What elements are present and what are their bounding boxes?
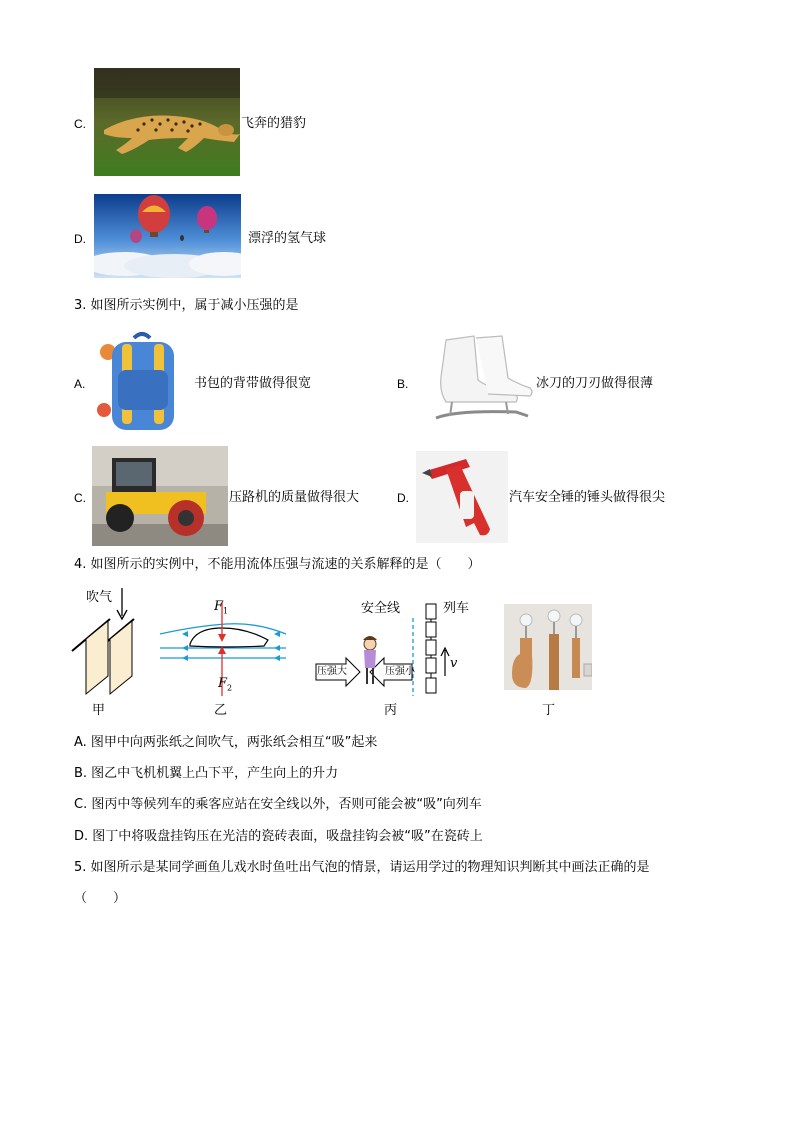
- option-caption-q3-a: 书包的背带做得很宽: [194, 376, 312, 391]
- question-3-stem: 3. 如图所示实例中，属于减小压强的是: [74, 298, 299, 313]
- q4-option-b: B. 图乙中飞机机翼上凸下平，产生向上的升力: [74, 766, 339, 781]
- option-letter-q3-a: A.: [74, 377, 86, 391]
- road-roller-photo: [92, 446, 228, 546]
- option-letter-q2-d: D.: [74, 232, 86, 246]
- option-caption-q3-d: 汽车安全锤的锤头做得很尖: [509, 490, 666, 505]
- fig-bing-high-pressure-label: 压强大: [317, 666, 347, 677]
- option-caption-q2-d: 漂浮的氢气球: [248, 231, 327, 246]
- ice-skate-photo: [416, 330, 534, 432]
- fig-jia-paper-diagram: [70, 586, 140, 698]
- fig-yi-f1-symbol: F: [214, 599, 224, 614]
- fig-yi-force-f1: [214, 599, 228, 616]
- fig-yi-label: 乙: [214, 703, 228, 718]
- fig-bing-low-pressure-label: 压强小: [385, 666, 415, 677]
- balloons-photo: [94, 194, 241, 278]
- backpack-photo: [94, 330, 192, 438]
- fig-yi-f2-subscript: 2: [227, 683, 233, 693]
- option-letter-q3-d: D.: [397, 491, 409, 505]
- fig-jia-label: 甲: [92, 703, 106, 718]
- cheetah-photo: [94, 68, 240, 176]
- fig-yi-force-f2: [218, 676, 232, 693]
- fig-jia-blow-label: 吹气: [86, 590, 113, 605]
- fig-bing-velocity-label: v: [450, 656, 458, 671]
- option-letter-q2-c: C.: [74, 117, 86, 131]
- option-caption-q2-c: 飞奔的猎豹: [241, 116, 307, 131]
- fig-ding-label: 丁: [542, 703, 556, 718]
- q4-option-c: C. 图丙中等候列车的乘客应站在安全线以外，否则可能会被“吸”向列车: [74, 797, 482, 812]
- fig-bing-label: 丙: [384, 703, 398, 718]
- option-letter-q3-b: B.: [397, 377, 409, 391]
- fig-ding-suction-hook-photo: [504, 604, 592, 690]
- fig-bing-safety-line-label: 安全线: [361, 601, 401, 616]
- option-caption-q3-b: 冰刀的刀刃做得很薄: [536, 376, 654, 391]
- q4-option-d: D. 图丁中将吸盘挂钩压在光洁的瓷砖表面，吸盘挂钩会被“吸”在瓷砖上: [74, 829, 483, 844]
- question-5-stem: 5. 如图所示是某同学画鱼儿戏水时鱼吐出气泡的情景，请运用学过的物理知识判断其中画法正确的是: [74, 860, 650, 875]
- fig-yi-f1-subscript: 1: [223, 606, 229, 616]
- option-caption-q3-c: 压路机的质量做得很大: [229, 490, 360, 505]
- question-4-stem: 4. 如图所示的实例中，不能用流体压强与流速的关系解释的是（ ）: [74, 557, 481, 572]
- q4-option-a: A. 图甲中向两张纸之间吹气，两张纸会相互“吸”起来: [74, 735, 378, 750]
- fig-bing-train-label: 列车: [443, 601, 470, 616]
- fig-yi-f2-symbol: F: [218, 676, 228, 691]
- question-5-stem-cont: （ ）: [74, 891, 127, 906]
- option-letter-q3-c: C.: [74, 491, 86, 505]
- safety-hammer-photo: [416, 451, 508, 543]
- fig-bing-platform-diagram: [312, 600, 462, 698]
